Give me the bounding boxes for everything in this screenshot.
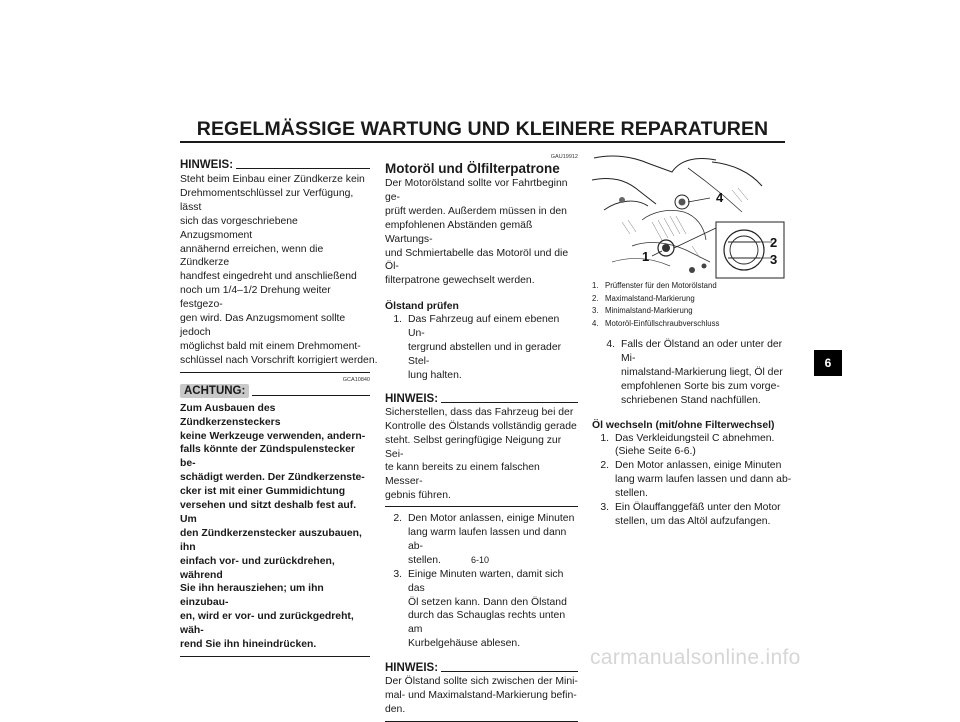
note-line: noch um 1/4–1/2 Drehung weiter festgezo- bbox=[180, 285, 331, 311]
step-number: 2. bbox=[600, 460, 609, 472]
caption-text: Motoröl-Einfüllschraubverschluss bbox=[605, 318, 720, 328]
caution-heading bbox=[180, 384, 370, 398]
caption-item bbox=[592, 305, 787, 318]
caption-text: Maximalstand-Markierung bbox=[605, 293, 695, 303]
step-line: Falls der Ölstand an oder unter der Mi- bbox=[621, 339, 783, 364]
note-heading bbox=[180, 159, 370, 171]
caution-line: en, wird er vor- und zurückgedreht, wäh- bbox=[180, 611, 354, 637]
step-line: nimalstand-Markierung liegt, Öl der bbox=[621, 366, 783, 378]
figure-label-4: 4 bbox=[716, 190, 724, 205]
caption-item bbox=[592, 280, 787, 293]
step-item bbox=[592, 459, 792, 501]
note-line: möglichst bald mit einem Drehmoment- bbox=[180, 340, 361, 352]
step-line: stellen. bbox=[615, 488, 648, 500]
watermark: carmanualsonline.info bbox=[590, 646, 801, 669]
figure-captions bbox=[592, 280, 787, 330]
caution-line: versehen und sitzt deshalb fest auf. Um bbox=[180, 500, 357, 525]
note-line: Der Ölstand sollte sich zwischen der Mini- bbox=[385, 676, 578, 688]
step-line: stellen. bbox=[408, 554, 441, 566]
step-number: 1. bbox=[600, 432, 609, 444]
figure-label-2: 2 bbox=[770, 235, 778, 250]
figure-label-1: 1 bbox=[642, 249, 650, 264]
step-line: schriebenen Stand nachfüllen. bbox=[621, 394, 761, 406]
page-number: 6-10 bbox=[470, 555, 489, 565]
step-item bbox=[592, 338, 792, 408]
note-body bbox=[385, 675, 578, 717]
note-line: mal- und Maximalstand-Markierung befin- bbox=[385, 690, 577, 702]
note-line: handfest eingedreht und anschließend bbox=[180, 271, 357, 283]
step-text bbox=[615, 501, 792, 529]
step-number: 3. bbox=[393, 568, 402, 580]
steps-list bbox=[592, 432, 792, 529]
subsection-title: Öl wechseln (mit/ohne Filterwechsel) bbox=[592, 419, 775, 431]
header-rule bbox=[180, 141, 785, 143]
step-line: lang warm laufen lassen und dann ab- bbox=[615, 474, 792, 486]
caution-line: den Zündkerzenstecker auszubauen, ihn bbox=[180, 527, 362, 553]
step-text bbox=[621, 338, 792, 408]
note-heading bbox=[385, 393, 578, 405]
section-code: GAU19912 bbox=[550, 154, 578, 160]
step-text bbox=[408, 313, 578, 383]
note-end-rule bbox=[180, 372, 370, 373]
caution-code: GCA10840 bbox=[342, 376, 370, 383]
step-item bbox=[385, 313, 578, 383]
middle-column bbox=[385, 154, 578, 722]
caution-line: rend Sie ihn hineindrücken. bbox=[180, 639, 317, 651]
intro-line: filterpatrone gewechselt werden. bbox=[385, 275, 535, 287]
step-line: Ein Ölauffanggefäß unter den Motor bbox=[615, 502, 781, 514]
step-item bbox=[385, 568, 578, 651]
caption-number: 4. bbox=[592, 318, 599, 328]
step-text bbox=[615, 459, 792, 501]
note-line: annähernd erreichen, wenn die Zündkerze bbox=[180, 243, 324, 269]
caution-line: cker ist mit einer Gummidichtung bbox=[180, 486, 346, 498]
section-title: Motoröl und Ölfilterpatrone bbox=[385, 161, 560, 176]
step-number: 1. bbox=[393, 314, 402, 326]
caution-label: ACHTUNG: bbox=[180, 384, 249, 398]
step-line: Den Motor anlassen, einige Minuten bbox=[615, 460, 782, 472]
note-line: gebnis führen. bbox=[385, 490, 451, 502]
note-line: te kann bereits zu einem falschen Messer- bbox=[385, 462, 540, 488]
note-line: gen wird. Das Anzugsmoment sollte jedoch bbox=[180, 313, 346, 338]
intro-line: und Schmiertabelle das Motoröl und die Öl- bbox=[385, 247, 569, 273]
step-line: stellen, um das Altöl aufzufangen. bbox=[615, 515, 771, 527]
step-item bbox=[592, 432, 792, 460]
step-number: 3. bbox=[600, 502, 609, 514]
note-line: sich das vorgeschriebene Anzugsmoment bbox=[180, 215, 298, 241]
step-line: (Siehe Seite 6-6.) bbox=[615, 446, 696, 458]
caption-text: Prüffenster für den Motorölstand bbox=[605, 281, 717, 290]
note-line: Steht beim Einbau einer Zündkerze kein bbox=[180, 174, 365, 185]
intro-line: Der Motorölstand sollte vor Fahrtbeginn ge- bbox=[385, 178, 568, 203]
note-line: Drehmomentschlüssel zur Verfügung, lässt bbox=[180, 187, 354, 213]
section-intro bbox=[385, 177, 578, 288]
note-label: HINWEIS: bbox=[385, 392, 439, 405]
figure-label-3: 3 bbox=[770, 252, 778, 267]
caution-line: Sie ihn herausziehen; um ihn einzubau- bbox=[180, 583, 324, 609]
caption-number: 3. bbox=[592, 306, 599, 316]
intro-line: prüft werden. Außerdem müssen in den bbox=[385, 205, 567, 217]
step-text bbox=[408, 568, 578, 651]
page-header-title: REGELMÄSSIGE WARTUNG UND KLEINERE REPARATUREN bbox=[196, 118, 769, 140]
caption-item bbox=[592, 318, 787, 331]
intro-line: empfohlenen Abständen gemäß Wartungs- bbox=[385, 219, 533, 245]
caution-line: falls könnte der Zündspulenstecker be- bbox=[180, 444, 355, 470]
step-line: durch das Schauglas rechts unten am bbox=[408, 610, 566, 636]
step-line: lang warm laufen lassen und dann ab- bbox=[408, 527, 567, 552]
step-line: Einige Minuten warten, damit sich das bbox=[408, 568, 564, 594]
note-heading bbox=[385, 662, 578, 674]
caption-text: Minimalstand-Markierung bbox=[605, 306, 693, 316]
caution-end-rule bbox=[180, 656, 370, 657]
step-line: Kurbelgehäuse ablesen. bbox=[408, 638, 521, 650]
note-label: HINWEIS: bbox=[180, 159, 234, 171]
subsection-title: Ölstand prüfen bbox=[385, 301, 459, 313]
note-line: Sicherstellen, dass das Fahrzeug bei der bbox=[385, 406, 574, 418]
steps-list bbox=[592, 338, 792, 408]
caption-number: 2. bbox=[592, 293, 599, 303]
left-column bbox=[180, 159, 378, 657]
oil-level-figure bbox=[592, 150, 787, 280]
caution-body bbox=[180, 402, 370, 652]
note-line: den. bbox=[385, 704, 406, 715]
step-item bbox=[592, 501, 792, 529]
caution-line: schädigt werden. Der Zündkerzenste- bbox=[180, 472, 365, 484]
note-line: Kontrolle des Ölstands vollständig gerade bbox=[385, 420, 577, 432]
caution-line: keine Werkzeuge verwenden, andern- bbox=[180, 430, 366, 442]
note-body bbox=[385, 406, 578, 503]
chapter-tab: 6 bbox=[814, 350, 842, 376]
note-line: schlüssel nach Vorschrift korrigiert werden. bbox=[180, 354, 378, 366]
caution-line: einfach vor- und zurückdrehen, während bbox=[180, 555, 335, 581]
note-end-rule bbox=[385, 506, 578, 507]
step-line: tergrund abstellen und in gerader Stel- bbox=[408, 342, 562, 367]
step-line: Das Verkleidungsteil C abnehmen. bbox=[615, 432, 775, 444]
step-line: Das Fahrzeug auf einem ebenen Un- bbox=[408, 314, 560, 340]
step-line: lung halten. bbox=[408, 369, 462, 381]
step-number: 2. bbox=[393, 513, 402, 525]
steps-list bbox=[385, 512, 578, 651]
note-label: HINWEIS: bbox=[385, 662, 439, 675]
step-line: empfohlenen Sorte bis zum vorge- bbox=[621, 380, 780, 392]
right-column bbox=[592, 338, 792, 529]
caption-number: 1. bbox=[592, 281, 599, 290]
step-text bbox=[615, 432, 792, 460]
step-line: Den Motor anlassen, einige Minuten bbox=[408, 513, 575, 525]
step-number: 4. bbox=[606, 339, 615, 350]
note-line: steht. Selbst geringfügige Neigung zur Sei- bbox=[385, 434, 562, 460]
caution-line: Zum Ausbauen des Zündkerzensteckers bbox=[180, 402, 281, 428]
caption-item bbox=[592, 293, 787, 306]
step-line: Öl setzen kann. Dann den Ölstand bbox=[408, 596, 567, 608]
note-body bbox=[180, 173, 378, 368]
steps-list bbox=[385, 313, 578, 383]
